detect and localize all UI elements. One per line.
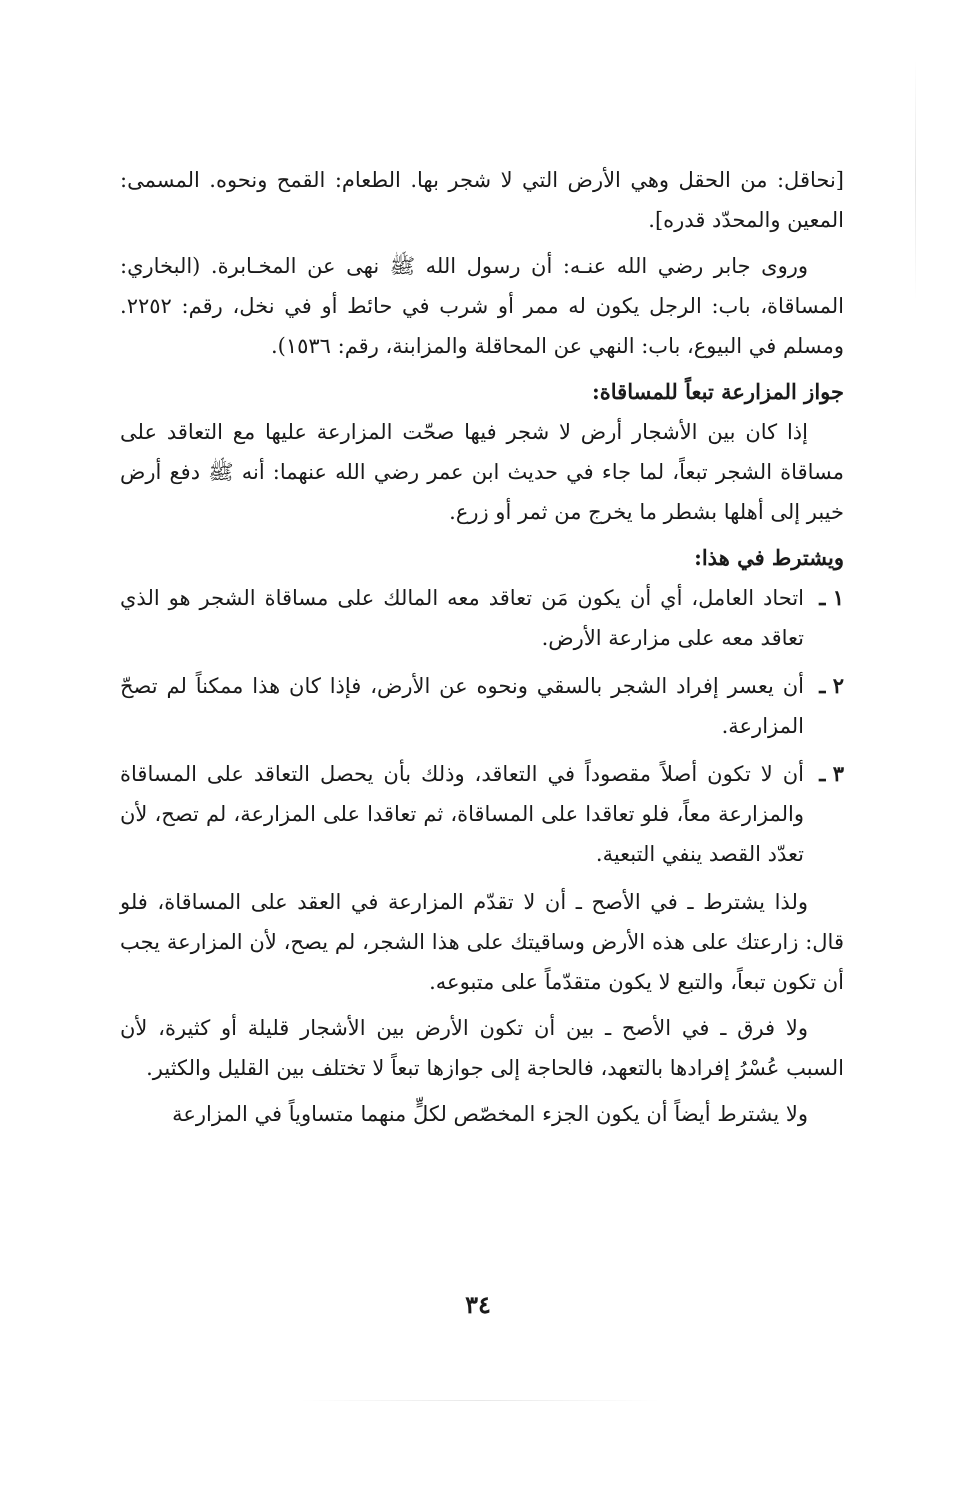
section-intro-paragraph: إذا كان بين الأشجار أرض لا شجر فيها صحّت المزارعة عليها مع التعاقد على مساقاة الشجر تبعاً، لما جاء في حديث ابن عمر رضي الله عنهما: أنه ﷺ دفع أرض خيبر إلى أهلها بشطر ما يخرج من ثمر أو زرع. [120, 420, 844, 524]
condition-item-3 [120, 754, 844, 874]
condition-number: ٣ ـ [819, 761, 844, 786]
condition-item-2 [120, 666, 844, 746]
page-number: ٣٤ [465, 1290, 491, 1319]
scan-artifact-line [915, 60, 916, 300]
condition-text: أن يعسر إفراد الشجر بالسقي ونحوه عن الأرض، فإذا كان هذا ممكناً لم تصحّ المزارعة. [120, 674, 804, 738]
share-paragraph: ولا يشترط أيضاً أن يكون الجزء المخصّص لكلٍّ منهما متساوياً في المزارعة [172, 1102, 808, 1126]
conditions-title: ويشترط في هذا: [694, 545, 844, 570]
page-body [120, 160, 844, 1140]
order-paragraph: ولذا يشترط ـ في الأصح ـ أن لا تقدّم المزارعة في العقد على المساقاة، فلو قال: زارعتك على هذه الأرض وساقيتك على هذا الشجر، لم يصح، لأن المزارعة يجب أن تكون تبعاً، والتبع لا يكون متقدّماً على متبوعه. [120, 890, 844, 994]
condition-number: ٢ ـ [819, 673, 844, 698]
condition-text: اتحاد العامل، أي أن يكون مَن تعاقد معه المالك على مساقاة الشجر هو الذي تعاقد معه على مزارعة الأرض. [120, 586, 804, 650]
condition-number: ١ ـ [819, 585, 844, 610]
quantity-paragraph: ولا فرق ـ في الأصح ـ بين أن تكون الأرض بين الأشجار قليلة أو كثيرة، لأن السبب عُسْرُ إفرادها بالتعهد، فالحاجة إلى جوازها تبعاً لا تختلف بين القليل والكثير. [120, 1016, 844, 1080]
condition-item-1 [120, 578, 844, 658]
scan-artifact-line [300, 1400, 660, 1401]
section-heading: جواز المزارعة تبعاً للمساقاة: [592, 379, 844, 404]
hadith-paragraph: وروى جابر رضي الله عنـه: أن رسول الله ﷺ نهى عن المخـابرة. (البخاري: المساقاة، باب: الرجل يكون له ممر أو شرب في حائط أو في نخل، رقم: ٢٢٥٢. ومسلم في البيوع، باب: النهي عن المحاقلة والمزابنة، رقم: ١٥٣٦). [120, 254, 844, 358]
bracket-definitions: [نحاقل: من الحقل وهي الأرض التي لا شجر بها. الطعام: القمح ونحوه. المسمى: المعين والمحدّد قدره]. [120, 168, 844, 232]
condition-text: أن لا تكون أصلاً مقصوداً في التعاقد، وذلك بأن يحصل التعاقد على المساقاة والمزارعة معاً، فلو تعاقدا على المساقاة، ثم تعاقدا على المزارعة، لم تصح، لأن تعدّد القصد ينفي التبعية. [120, 762, 804, 866]
